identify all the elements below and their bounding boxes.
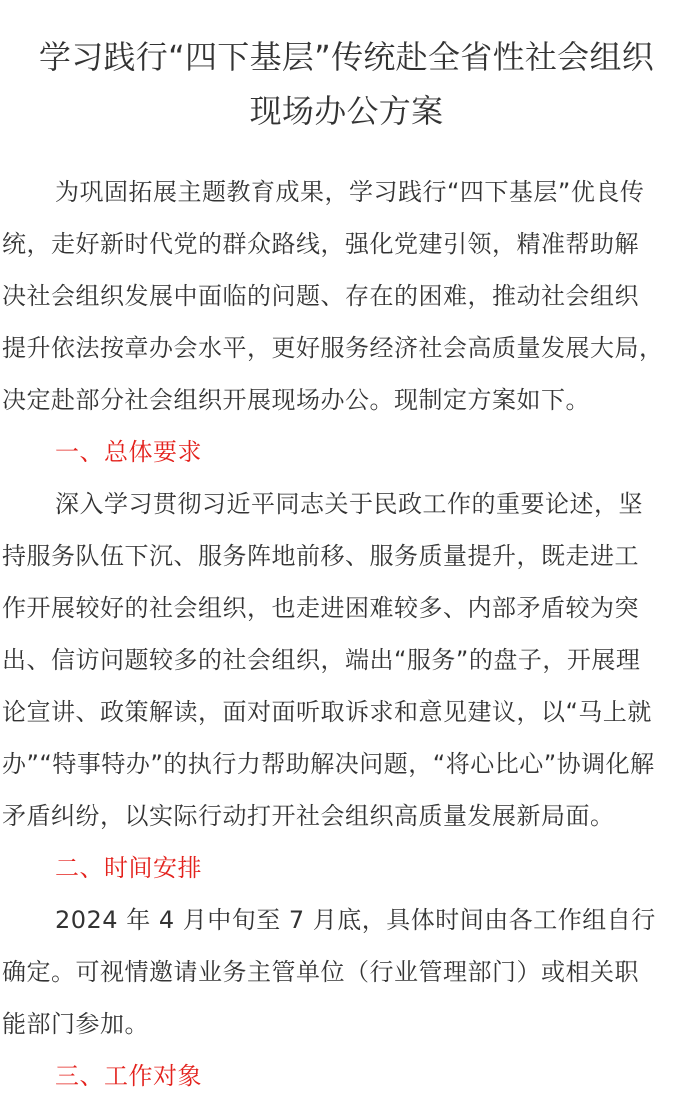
general-requirements-paragraph <box>2 478 691 842</box>
section-heading-general-requirements: 一、总体要求 <box>55 438 202 466</box>
paragraph-line: 决社会组织发展中面临的问题、存在的困难，推动社会组织 <box>2 282 639 310</box>
schedule-paragraph <box>2 894 691 1050</box>
paragraph-line: 2024 年 4 月中旬至 7 月底，具体时间由各工作组自行 <box>55 906 656 934</box>
section-heading-work-targets: 三、工作对象 <box>55 1062 202 1090</box>
section-heading-schedule: 二、时间安排 <box>55 854 202 882</box>
paragraph-line: 矛盾纠纷，以实际行动打开社会组织高质量发展新局面。 <box>2 802 615 830</box>
paragraph-line: 统，走好新时代党的群众路线，强化党建引领，精准帮助解 <box>2 230 639 258</box>
document-body <box>2 166 691 1102</box>
paragraph-line: 出、信访问题较多的社会组织，端出“服务”的盘子，开展理 <box>2 646 641 674</box>
intro-paragraph <box>2 166 691 426</box>
paragraph-line: 能部门参加。 <box>2 1010 149 1038</box>
paragraph-line: 办”“特事特办”的执行力帮助解决问题，“将心比心”协调化解 <box>2 750 655 778</box>
paragraph-line: 提升依法按章办会水平，更好服务经济社会高质量发展大局， <box>2 334 664 362</box>
paragraph-line: 论宣讲、政策解读，面对面听取诉求和意见建议，以“马上就 <box>2 698 652 726</box>
paragraph-line: 深入学习贯彻习近平同志关于民政工作的重要论述，坚 <box>55 490 643 518</box>
title-line-1: 学习践行“四下基层”传统赴全省性社会组织 <box>38 38 655 76</box>
title-line-2: 现场办公方案 <box>249 92 444 130</box>
paragraph-line: 作开展较好的社会组织，也走进困难较多、内部矛盾较为突 <box>2 594 639 622</box>
paragraph-line: 确定。可视情邀请业务主管单位（行业管理部门）或相关职 <box>2 958 639 986</box>
paragraph-line: 决定赴部分社会组织开展现场办公。现制定方案如下。 <box>2 386 590 414</box>
document-title <box>2 0 691 138</box>
paragraph-line: 为巩固拓展主题教育成果，学习践行“四下基层”优良传 <box>55 178 645 206</box>
paragraph-line: 持服务队伍下沉、服务阵地前移、服务质量提升，既走进工 <box>2 542 639 570</box>
